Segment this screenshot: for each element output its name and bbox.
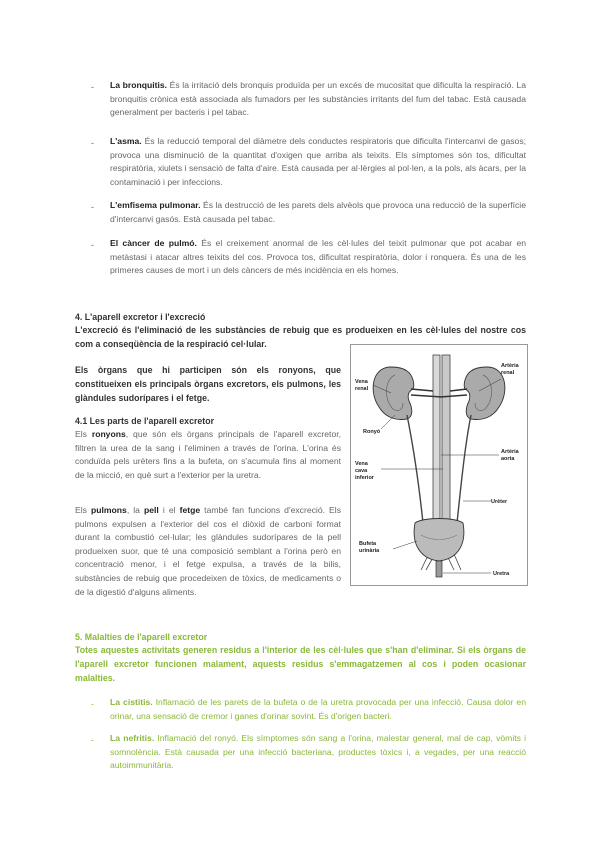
label-ureter: Urèter [491, 499, 508, 505]
label-arteria-renal-2: renal [501, 370, 515, 376]
paragraph-ronyons: Els ronyons, que són els òrgans principals de l'aparell excretor, filtren la urea de la sang i l'eliminen a través de l'orina. L'orina és conduïda pels urèters fins a la bufeta, on s'acumula fins al moment de la micció, en què surt a l'exterior per la uretra. [75, 429, 341, 480]
section-5-title: 5. Malalties de l'aparell excretor [75, 632, 208, 642]
label-arteria-renal: Artèria [501, 363, 519, 369]
label-bufeta-2: urinària [359, 548, 380, 554]
list-dash: - [91, 735, 94, 745]
list-item-asma: L'asma. És la reducció temporal del diàmetre dels conductes respiratoris que dificulta l'intercanvi de gasos; provoca una disminució de la quantitat d'oxigen que arriba als teixits. Els símptomes són tos, dificultat respiratòria, xiulets i sensació de falta d'aire. Està causada per al·lèrgies al pol·len, a la pols, als àcars, per la contaminació i per infeccions. [110, 136, 526, 187]
label-arteria-aorta: Artèria [501, 449, 519, 455]
label-arteria-aorta-2: aorta [501, 456, 515, 462]
list-dash: - [91, 240, 94, 250]
aorta-vessel [433, 355, 440, 545]
list-dash: - [91, 82, 94, 92]
label-vena-cava-2: cava [355, 468, 368, 474]
right-ureter [457, 415, 471, 523]
paragraph-altres-organs: Els pulmons, la pell i el fetge també fan funcions d'excreció. Els pulmons expulsen a l'exterior del cos el diòxid de carboni format durant la combustió cel·lular; les glàndules sudorípares de la pell produeixen suor, que té una composició semblant a l'orina però en concentració menor, i el fetge expulsa, a través de la bilis, substàncies de rebuig que procedeixen de tòxics, de medicaments o de la digestió d'alguns aliments. [75, 505, 341, 597]
list-item-cancer-pulmo: El càncer de pulmó. És el creixement anormal de les cèl·lules del teixit pulmonar que pot acabar en metàstasi i atacar altres teixits del cos. Provoca tos, dificultat respiratòria, dolor i ronquera. És una de les primeres causes de mort i un dels càncers de més incidència en els homes. [110, 238, 527, 276]
excretory-system-diagram [350, 344, 528, 586]
left-kidney [373, 367, 414, 420]
label-vena-renal-2: renal [355, 386, 369, 392]
list-dash: - [91, 202, 94, 212]
urethra [436, 561, 442, 577]
label-bufeta: Bufeta [359, 541, 377, 547]
section-4-intro: L'excreció és l'eliminació de les substàncies de rebuig que es produeixen en les cèl·lules del nostre cos com a conseqüència de la respiració cel·lular. [75, 325, 526, 349]
list-dash: - [91, 699, 94, 709]
label-vena-renal: Vena [355, 379, 368, 385]
section-4-organs: Els òrgans que hi participen són els ronyons, que constitueixen els principals òrgans excretors, els pulmons, les glàndules sudorípares i el fetge. [75, 365, 341, 403]
section-4-1-title: 4.1 Les parts de l'aparell excretor [75, 416, 215, 426]
label-ronyo: Ronyó [363, 429, 381, 435]
label-vena-cava: Vena [355, 461, 368, 467]
section-4-title: 4. L'aparell excretor i l'excreció [75, 312, 206, 322]
label-vena-cava-3: inferior [355, 475, 374, 481]
section-5-intro: Totes aquestes activitats generen residus a l'interior de les cèl·lules que s'han d'eliminar. Si els òrgans de l'aparell excretor funcionen malament, aquests residus s'emmagatzemen al cos i poden ocasionar malalties. [75, 645, 526, 683]
list-item-emfisema: L'emfisema pulmonar. És la destrucció de les parets dels alvèols que provoca una reducció de la superfície d'intercanvi gasós. Està causada pel tabac. [110, 200, 526, 224]
list-item-nefritis: La nefritis. Inflamació del ronyó. Els símptomes són sang a l'orina, malestar general, mal de cap, vòmits i somnolència. Està causada per una infecció bacteriana, productes tòxics i, a vegades, per una reacció autoimmunitària. [110, 733, 526, 771]
list-item-bronquitis: La bronquitis. És la irritació dels bronquis produïda per un excés de mucositat que dificulta la respiració. La bronquitis crònica està associada als fumadors per les substàncies irritants del fum del tabac. Està causada generalment per bacteris i pel tabac. [110, 80, 527, 118]
right-kidney [464, 367, 505, 420]
vena-cava-vessel [442, 355, 450, 545]
list-dash: - [91, 138, 94, 148]
label-uretra: Uretra [493, 571, 510, 577]
list-item-cistitis: La cistitis. Inflamació de les parets de la bufeta o de la uretra provocada per una infecció. Causa dolor en orinar, una sensació de cremor i ganes d'orinar sovint. És d'origen bacteri. [110, 697, 526, 721]
